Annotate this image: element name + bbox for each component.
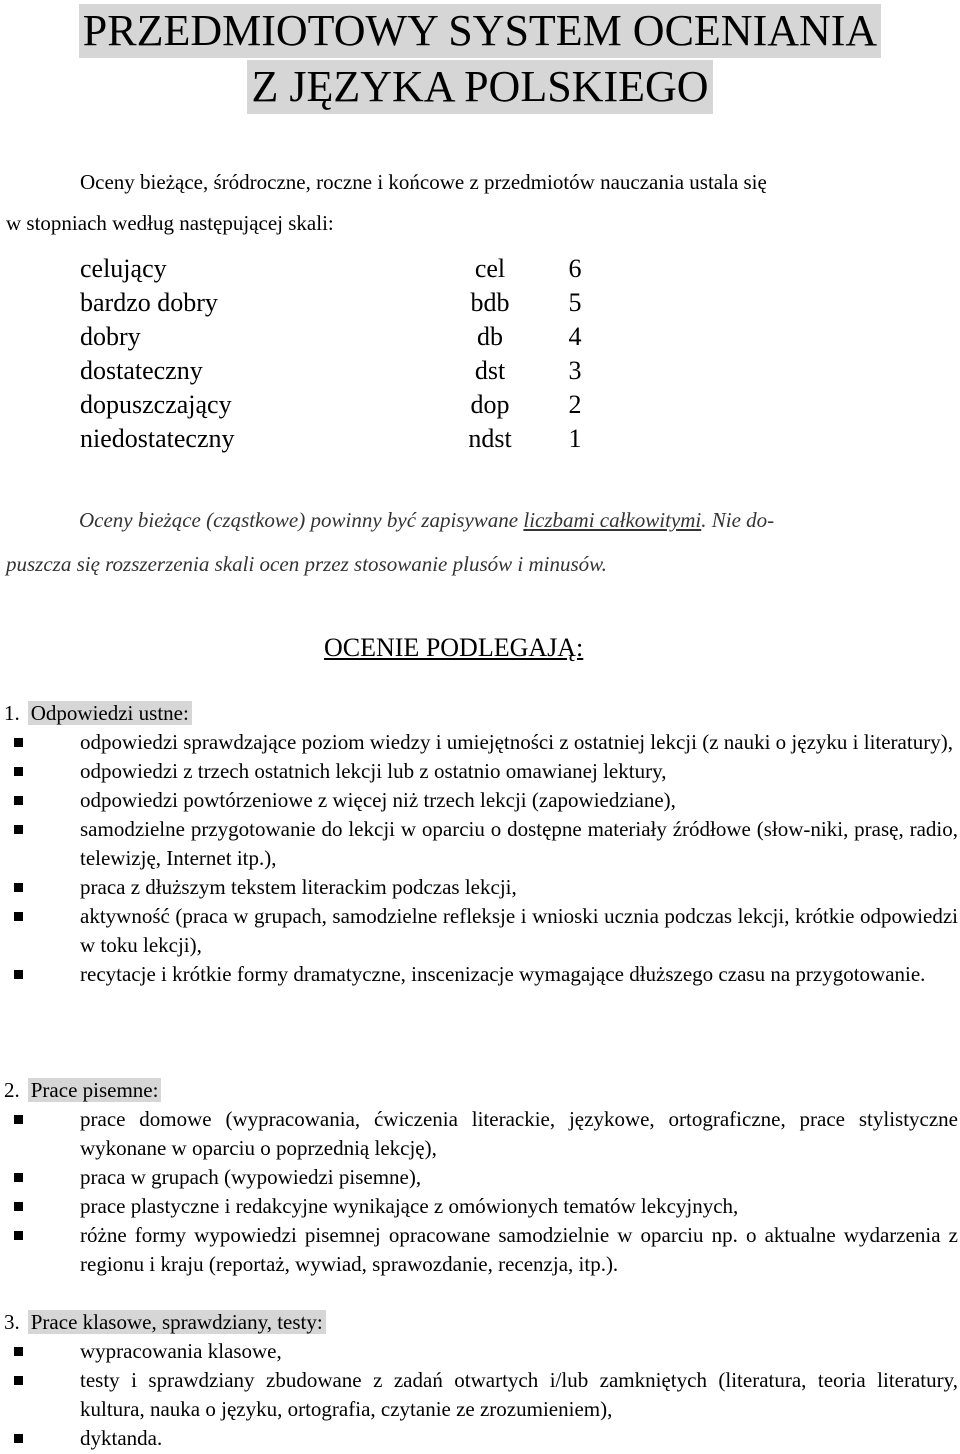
note-underlined-text: liczbami całkowitymi <box>523 508 702 532</box>
note-line-2: puszcza się rozszerzenia skali ocen przez stosowanie plusów i minusów. <box>6 552 607 576</box>
list-item-text: testy i sprawdziany zbudowane z zadań otwartych i/lub zamkniętych (literatura, teoria literatury, kultura, nauka o języku, ortografia, czytanie ze zrozumieniem), <box>80 1368 958 1421</box>
list-item <box>4 1424 958 1453</box>
list-item-text: aktywność (praca w grupach, samodzielne refleksje i wnioski ucznia podczas lekcji, krótkie odpowiedzi w toku lekcji), <box>80 904 958 957</box>
list-item-text: odpowiedzi powtórzeniowe z więcej niż trzech lekcji (zapowiedziane), <box>80 788 676 812</box>
section-number: 1. <box>4 701 20 725</box>
list-item-text: odpowiedzi z trzech ostatnich lekcji lub z ostatnio omawianej lektury, <box>80 759 667 783</box>
square-bullet-icon <box>14 912 23 921</box>
square-bullet-icon <box>14 796 23 805</box>
title-line-1: PRZEDMIOTOWY SYSTEM OCENIANIA <box>79 4 881 58</box>
list-item-text: dyktanda. <box>80 1426 163 1450</box>
grade-abbreviation: ndst <box>468 424 512 453</box>
note-line-1 <box>6 498 956 542</box>
list-item <box>4 1105 958 1163</box>
intro-paragraph <box>6 162 956 244</box>
square-bullet-icon <box>14 1347 23 1356</box>
square-bullet-icon <box>14 1434 23 1443</box>
list-item <box>4 1221 958 1279</box>
square-bullet-icon <box>14 767 23 776</box>
list-item-text: różne formy wypowiedzi pisemnej opracowane samodzielnie w oparciu np. o aktualne wydarzenia z regionu i kraju (reportaż, wywiad, sprawozdanie, recenzja, itp.). <box>80 1223 958 1276</box>
grade-value: 1 <box>568 424 582 453</box>
list-item <box>4 757 958 786</box>
section-items <box>4 1105 958 1279</box>
grade-name: niedostateczny <box>80 424 235 453</box>
square-bullet-icon <box>14 883 23 892</box>
list-item-text: recytacje i krótkie formy dramatyczne, inscenizacje wymagające dłuższego czasu na przygotowanie. <box>80 962 926 986</box>
square-bullet-icon <box>14 1115 23 1124</box>
grade-value: 2 <box>568 390 582 419</box>
grade-abbreviation: bdb <box>470 288 510 317</box>
list-item-text: prace plastyczne i redakcyjne wynikające z omówionych tematów lekcyjnych, <box>80 1194 739 1218</box>
grade-value: 6 <box>568 254 582 283</box>
square-bullet-icon <box>14 1231 23 1240</box>
section-oral-answers <box>4 698 958 989</box>
list-item <box>4 902 958 960</box>
grade-name: dostateczny <box>80 356 203 385</box>
document-title <box>0 4 960 114</box>
section-items <box>4 1337 958 1453</box>
list-item <box>4 1192 958 1221</box>
list-item-text: praca w grupach (wypowiedzi pisemne), <box>80 1165 422 1189</box>
section-label: Prace pisemne: <box>28 1078 162 1102</box>
list-item-text: praca z dłuższym tekstem literackim podczas lekcji, <box>80 875 517 899</box>
grade-value: 4 <box>568 322 582 351</box>
grading-note <box>6 498 956 586</box>
grade-abbreviation: db <box>477 322 503 351</box>
list-item <box>4 728 958 757</box>
section-number: 2. <box>4 1078 20 1102</box>
list-item <box>4 815 958 873</box>
grade-name: dopuszczający <box>80 390 232 419</box>
square-bullet-icon <box>14 825 23 834</box>
grade-name: celujący <box>80 254 167 283</box>
grade-abbreviation: dst <box>474 356 506 385</box>
list-item-text: prace domowe (wypracowania, ćwiczenia literackie, językowe, ortograficzne, prace stylistyczne wykonane w oparciu o poprzednią lekcję), <box>80 1107 958 1160</box>
section-number: 3. <box>4 1310 20 1334</box>
square-bullet-icon <box>14 1173 23 1182</box>
square-bullet-icon <box>14 738 23 747</box>
square-bullet-icon <box>14 1202 23 1211</box>
section-class-tests <box>4 1307 958 1453</box>
section-label: Odpowiedzi ustne: <box>28 701 192 725</box>
list-item <box>4 960 958 989</box>
intro-line-1: Oceny bieżące, śródroczne, roczne i końcowe z przedmiotów nauczania ustala się <box>80 170 767 194</box>
grade-value: 3 <box>568 356 582 385</box>
note-text-after: . Nie do- <box>701 508 775 532</box>
grade-name: dobry <box>80 322 141 351</box>
grade-abbreviation: cel <box>474 254 506 283</box>
grade-name: bardzo dobry <box>80 288 218 317</box>
list-item <box>4 873 958 902</box>
section-label: Prace klasowe, sprawdziany, testy: <box>28 1310 326 1334</box>
list-item <box>4 1366 958 1424</box>
list-item <box>4 1337 958 1366</box>
section-heading <box>4 698 958 728</box>
square-bullet-icon <box>14 970 23 979</box>
section-heading <box>4 1307 958 1337</box>
grade-abbreviation: dop <box>470 390 510 419</box>
section-items <box>4 728 958 989</box>
square-bullet-icon <box>14 1376 23 1385</box>
subject-heading: OCENIE PODLEGAJĄ: <box>324 633 584 662</box>
section-heading <box>4 1075 958 1105</box>
note-text-before: Oceny bieżące (cząstkowe) powinny być zapisywane <box>79 508 524 532</box>
list-item <box>4 786 958 815</box>
list-item-text: odpowiedzi sprawdzające poziom wiedzy i umiejętności z ostatniej lekcji (z nauki o języku i literatury), <box>80 730 953 754</box>
title-line-2: Z JĘZYKA POLSKIEGO <box>247 60 712 114</box>
list-item <box>4 1163 958 1192</box>
list-item-text: wypracowania klasowe, <box>80 1339 282 1363</box>
list-item-text: samodzielne przygotowanie do lekcji w oparciu o dostępne materiały źródłowe (słow-niki, prasę, radio, telewizję, Internet itp.), <box>80 817 958 870</box>
section-written-work <box>4 1075 958 1279</box>
grade-value: 5 <box>568 288 582 317</box>
intro-line-2: w stopniach według następującej skali: <box>6 211 334 235</box>
